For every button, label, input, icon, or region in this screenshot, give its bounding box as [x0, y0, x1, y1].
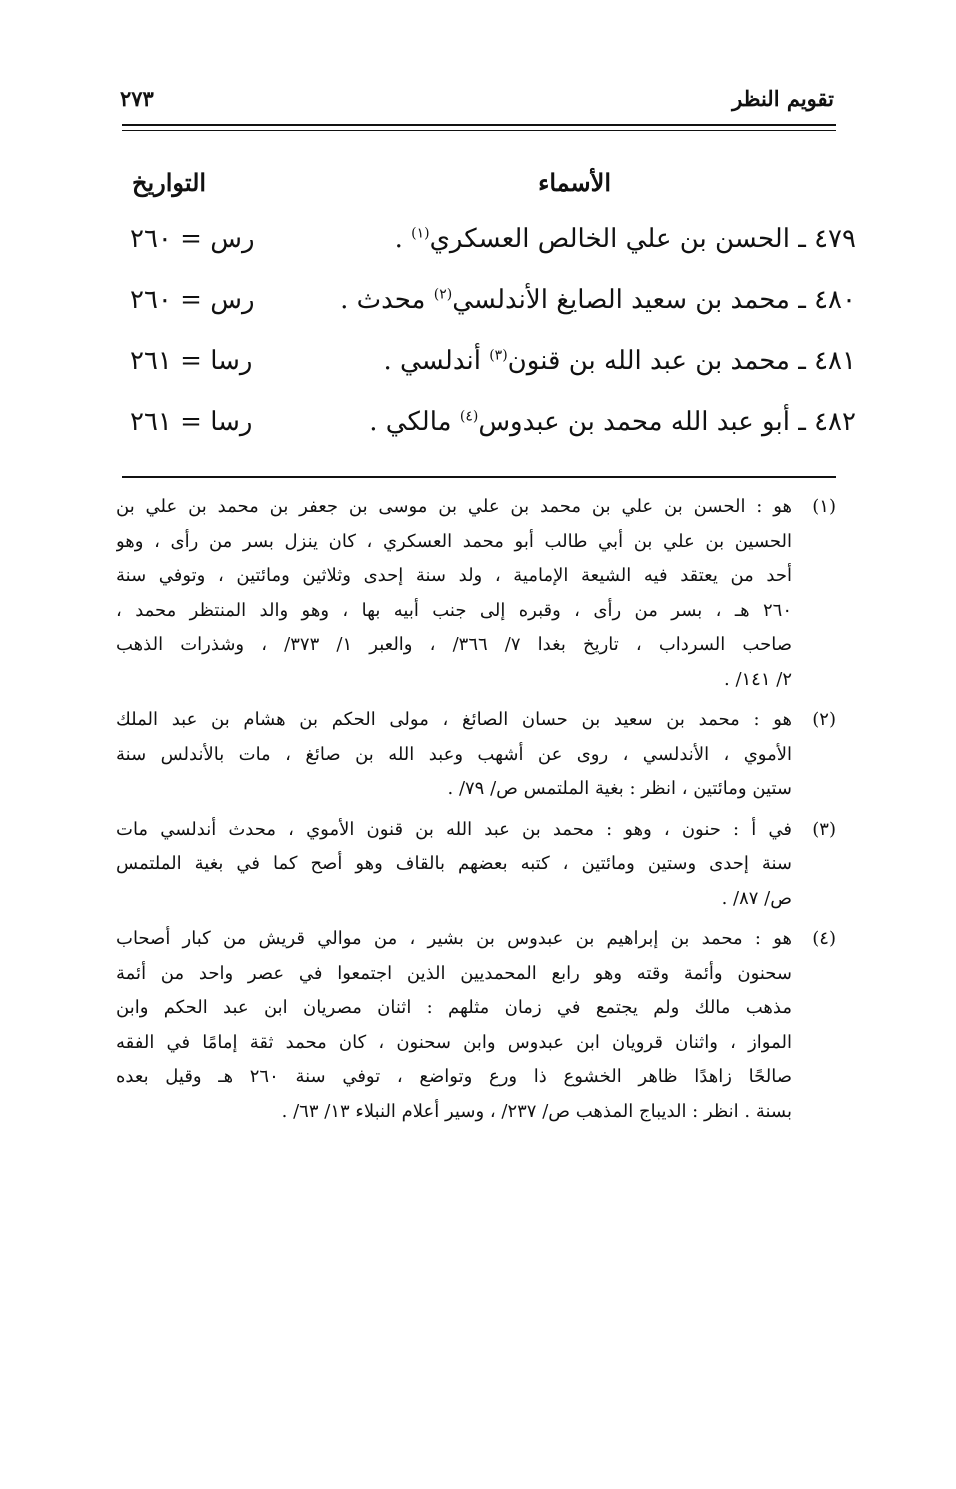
footnote-line: في أ : حنون ، وهو : محمد بن عبد الله بن قنون الأموي ، محدث أندلسي مات	[116, 818, 792, 840]
entry-date: رسا = ٢٦١	[130, 346, 253, 376]
footnote-line: صاحب السرداب ، تاريخ بغدا ٧/ ٣٦٦/ ، والعبر ١/ ٣٧٣/ ، وشذرات الذهب	[116, 634, 792, 655]
footnote-line: هو : محمد بن إبراهيم بن عبدوس بن بشير ، من موالي قريش من كبار أصحاب	[116, 928, 792, 949]
footnote-line: أحد من يعتقد فيه الشيعة الإمامية ، ولد سنة إحدى وثلاثين ومائتين ، وتوفي سنة	[116, 565, 792, 586]
running-title: تقويم النظر	[732, 86, 834, 111]
entry-row	[110, 407, 856, 468]
footnote-number: (٢)	[812, 709, 836, 730]
footnote-marker: (٣)	[489, 347, 508, 364]
footnote-text	[116, 813, 792, 917]
entry-name: ٤٨٢ ـ أبو عبد الله محمد بن عبدوس$^{(٤)}$ مالكي .	[369, 407, 856, 437]
footnote-marker: (٤)	[459, 408, 479, 425]
entry-row	[110, 224, 856, 285]
footnote	[116, 813, 836, 917]
footnote-line: الحسين بن علي بن أبي طالب أبو محمد العسكري ، كان ينزل بسر من رأى ، وهو	[116, 530, 792, 552]
footnote-line: هو : محمد بن سعيد بن حسان الصائغ ، مولى الحكم بن هشام بن عبد الملك	[116, 709, 792, 730]
entry-date: رس = ٢٦٠	[130, 224, 255, 254]
footnotes	[116, 490, 836, 1135]
footnote	[116, 490, 836, 697]
footnote-line: صالحًا زاهدًا ظاهر الخشوع ذا ورع وتواضع ، توفي سنة ٢٦٠ هـ وقيل بعده	[116, 1066, 792, 1087]
footnote-line: هو : الحسن بن علي بن محمد بن علي بن موسى بن جعفر بن محمد بن علي بن	[116, 496, 792, 517]
entry-list	[110, 224, 856, 468]
entry-date: رس = ٢٦٠	[130, 285, 255, 315]
dates-column-heading: التواريخ	[132, 168, 207, 197]
footnote-marker: (١)	[411, 225, 430, 242]
footnote-line: مذهب مالك ولم يجتمع في زمان مثلهم : اثنان مصريان ابن عبد الحكم وابن	[116, 997, 792, 1018]
entry-name: ٤٨١ ـ محمد بن عبد الله بن قنون$^{(٣)}$ أندلسي .	[383, 346, 856, 376]
entry-row	[110, 285, 856, 346]
entry-date: رسا = ٢٦١	[130, 407, 253, 437]
footnote-number: (٣)	[812, 818, 836, 840]
footnote-line: سنة إحدى وستين ومائتين ، كتبه بعضهم بالقاف وهو أصح كما في بغية الملتمس	[116, 853, 792, 874]
footnote-line: ستين ومائتين ، انظر : بغية الملتمس ص/ ٧٩/ .	[447, 778, 792, 799]
footnote-line: بسنة . انظر : الديباج المذهب ص/ ٢٣٧/ ، وسير أعلام النبلاء ١٣/ ٦٣/ .	[281, 1100, 792, 1122]
footnote-separator	[122, 476, 836, 478]
footnote-text	[116, 703, 792, 807]
entry-row	[110, 346, 856, 407]
footnote-text	[116, 922, 792, 1129]
footnote	[116, 922, 836, 1129]
entry-name: ٤٧٩ ـ الحسن بن علي الخالص العسكري$^{(١)}$ .	[394, 224, 856, 254]
footnote-line: المواز ، واثنان قرويان ابن عبدوس وابن سحنون ، كان محمد ثقة إمامًا في الفقه	[116, 1031, 792, 1053]
footnote-number: (١)	[812, 496, 836, 517]
footnote-text	[116, 490, 792, 697]
footnote-line: سحنون وأئمة وقته وهو رابع المحمديين الذين اجتمعوا في عصر واحد من أئمة	[116, 962, 792, 984]
page-number: ٢٧٣	[120, 86, 154, 111]
header-rule	[122, 124, 836, 126]
footnote-marker: (٢)	[433, 286, 453, 303]
footnote-line: ٢٦٠ هـ ، بسر من رأى ، وقبره إلى جنب أبيه بها ، وهو والد المنتظر محمد ،	[116, 599, 792, 621]
names-column-heading: الأسماء	[538, 168, 611, 197]
entry-name: ٤٨٠ ـ محمد بن سعيد الصايغ الأندلسي$^{(٢)}$ محدث .	[340, 285, 856, 315]
footnote-number: (٤)	[812, 928, 836, 949]
footnote-line: ٢/ ١٤١/ .	[724, 668, 792, 690]
footnote-line: ص/ ٨٧/ .	[721, 887, 792, 909]
footnote	[116, 703, 836, 807]
header-rule-thin	[122, 130, 836, 131]
footnote-line: الأموي ، الأندلسي ، روى عن أشهب وعبد الله بن صائغ ، مات بالأندلس سنة	[116, 743, 792, 765]
